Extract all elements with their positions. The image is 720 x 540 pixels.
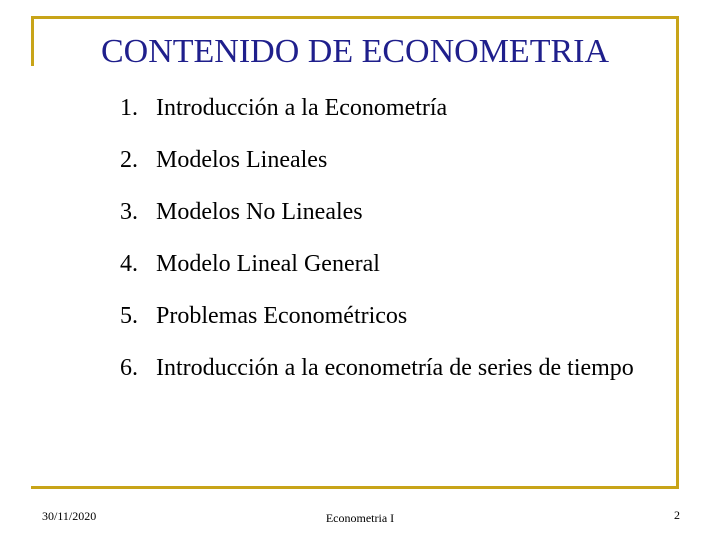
list-item-text: Modelos No Lineales bbox=[156, 199, 363, 225]
list-item-number: 6. bbox=[120, 355, 138, 381]
list-item bbox=[120, 198, 660, 226]
footer-title: Econometria I bbox=[325, 511, 395, 525]
list-item bbox=[120, 354, 660, 382]
page-number: 2 bbox=[674, 508, 680, 522]
frame-line-top bbox=[31, 16, 679, 19]
list-item-text: Introducción a la econometría de series de tiempo bbox=[156, 355, 634, 381]
list-item-number: 2. bbox=[120, 147, 138, 173]
list-item-text: Introducción a la Econometría bbox=[156, 95, 448, 121]
list-item bbox=[120, 146, 660, 174]
footer-date: 30/11/2020 bbox=[42, 509, 97, 523]
frame-line-bottom bbox=[31, 486, 679, 489]
list-item bbox=[120, 250, 660, 278]
list-item-number: 1. bbox=[120, 95, 138, 121]
slide-title: CONTENIDO DE ECONOMETRIA bbox=[100, 33, 610, 70]
list-item-number: 5. bbox=[120, 303, 138, 329]
list-item-text: Problemas Econométricos bbox=[156, 303, 408, 329]
list-item-number: 3. bbox=[120, 199, 138, 225]
list-item bbox=[120, 94, 660, 122]
list-item-text: Modelo Lineal General bbox=[156, 251, 380, 277]
list-item bbox=[120, 302, 660, 330]
list-item-text: Modelos Lineales bbox=[156, 147, 328, 173]
content-list bbox=[120, 94, 660, 406]
frame-line-right bbox=[676, 16, 679, 489]
list-item-number: 4. bbox=[120, 251, 138, 277]
